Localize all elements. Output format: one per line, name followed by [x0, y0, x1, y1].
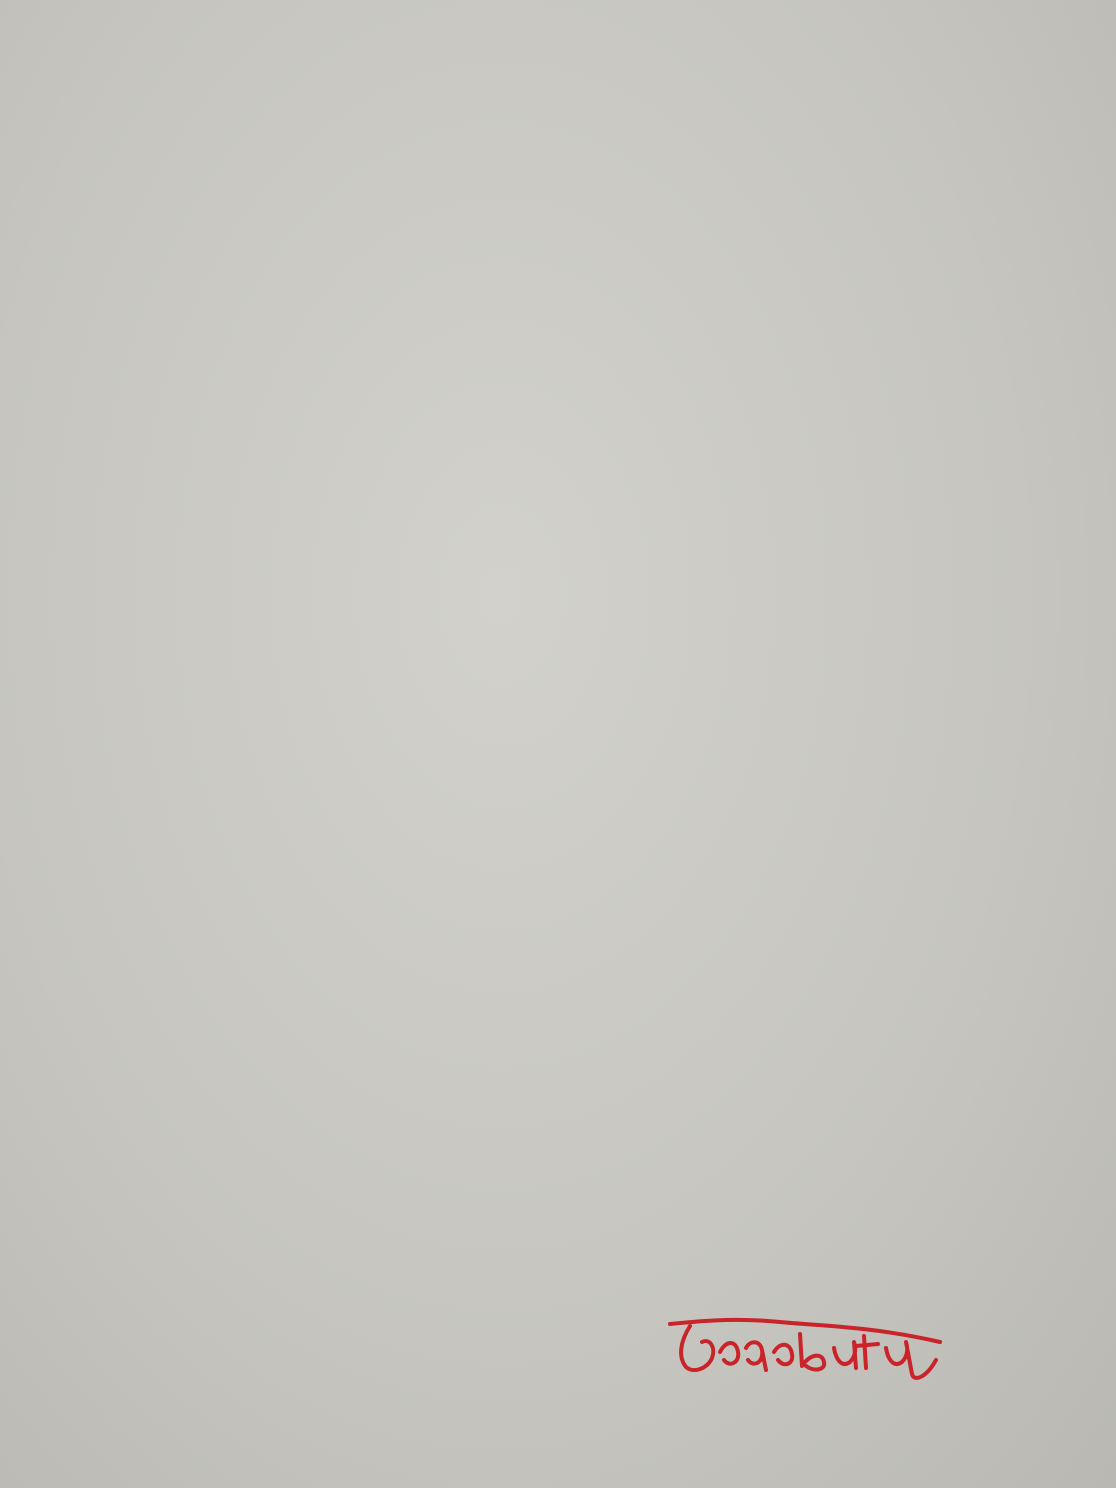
mask-border-top: [0, 0, 1116, 82]
mask-border-bottom: [0, 1420, 1116, 1488]
handwritten-signature: [650, 1312, 960, 1382]
mask-border-right: [1072, 82, 1116, 1420]
mask-border-left: [0, 82, 48, 1420]
